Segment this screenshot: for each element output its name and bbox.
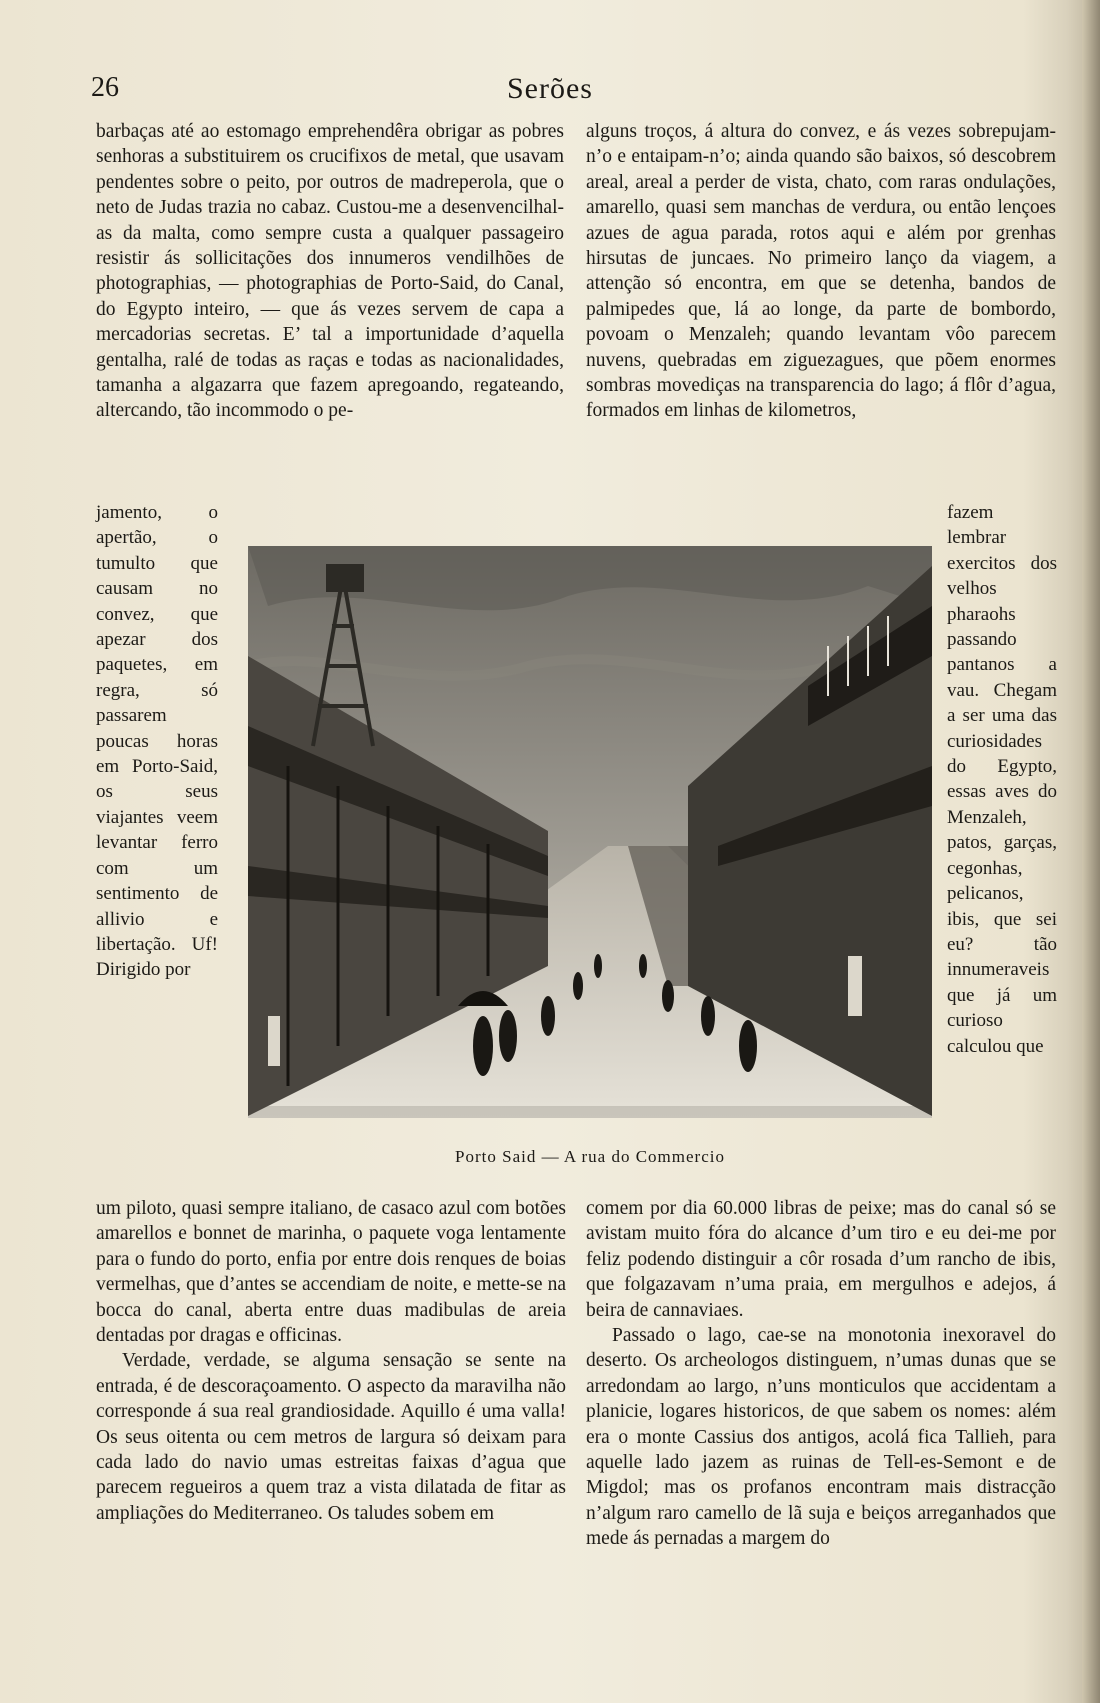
left-column-top — [96, 119, 564, 424]
right-column-wrap — [947, 500, 1057, 1059]
paragraph: barbaças até ao estomago emprehendêra obrigar as pobres senhoras a substituirem os crucifixos de metal, que usavam pendentes sobre o peito, por outros de madreperola, que o neto de Judas trazia no cabaz. Custou-me a desenvencilhal-as da malta, como sempre custa a qualquer passageiro resistir ás sollicitações dos innumeros vendilhões de photographias, — photographias de Porto-Said, do Canal, do Egypto inteiro, — que ás vezes servem de capa a mercadorias secretas. E’ tal a importunidade d’aquella gentalha, ralé de todas as raças e todas as nacionalidades, tamanha a algazarra que fazem apregoando, regateando, altercando, tão incommodo o pe- — [96, 121, 564, 422]
right-column-bottom — [586, 1196, 1056, 1552]
paragraph: Verdade, verdade, se alguma sensação se sente na entrada, é de descoraçoamento. O aspecto da maravilha não corresponde á sua real grandiosidade. Aquillo é uma valla! Os seus oitenta ou cem metros de largura só deixam para cada lado do navio umas estreitas faixas d’agua que parecem regueiros a quem traz a vista dilatada de fitar as ampliações do Mediterraneo. Os taludes sobem em — [96, 1350, 566, 1524]
paragraph: comem por dia 60.000 libras de peixe; mas do canal só se avistam muito fóra do alcance d’um tiro e eu dei-me por feliz podendo distinguir a côr rosada d’um rancho de ibis, que folgazavam n’uma praia, em mergulhos e adejos, á beira de cannaviaes. — [586, 1198, 1056, 1321]
page-number: 26 — [91, 72, 119, 103]
paragraph: alguns troços, á altura do convez, e ás vezes sobrepujam-n’o e entaipam-n’o; ainda quando são baixos, só descobrem areal, areal a perder de vista, chato, com raras ondulações, amarello, quasi sem manchas de verdura, ou então lençoes azues de agua parada, rotos aqui e além por grenhas hirsutas de juncaes. No primeiro lanço da viagem, a attenção só encontra, em que se detenha, bandos de palmipedes que, lá ao longe, da parte de bombordo, povoam o Menzaleh; quando levantam vôo parecem nuvens, quebradas em ziguezagues, que põem enormes sombras movediças na transparencia do lago; á flôr d’agua, formados em linhas de kilometros, — [586, 121, 1056, 422]
figure-caption: Porto Said — A rua do Commercio — [455, 1147, 725, 1166]
right-column-top — [586, 119, 1056, 424]
page-header — [0, 72, 1100, 112]
paragraph: fazem lembrar exercitos dos velhos pharaohs passando pantanos a vau. Chegam a ser uma das curiosidades do Egypto, essas aves do Menzaleh, patos, garças, cegonhas, pelicanos, ibis, que sei eu? tão innumeraveis que já um curioso calculou que — [947, 502, 1057, 1057]
left-column-wrap — [96, 500, 218, 983]
journal-title: Serões — [507, 72, 593, 105]
paragraph: um piloto, quasi sempre italiano, de casaco azul com botões amarellos e bonnet de marinha, o paquete voga lentamente para o fundo do porto, enfia por entre dois renques de boias vermelhas, que d’antes se accendiam de noite, e mette-se na bocca do canal, aberta entre duas madibulas de areia dentadas por dragas e officinas. — [96, 1198, 566, 1347]
street-engraving-picture — [248, 546, 932, 1118]
left-column-bottom — [96, 1196, 566, 1526]
paragraph: Passado o lago, cae-se na monotonia inexoravel do deserto. Os archeologos distinguem, n’umas dunas que se arredondam ao largo, n’uns monticulos que accidentam a planicie, logares historicos, de que sabem os nomes: além era o monte Cassius dos antigos, acolá fica Tallieh, para aquelle lado jazem as ruinas de Tell-es-Semont e de Migdol; mas os profanos encontram mais distracção n’algum raro camello de lã suja e beiços arreganhados que mede ás pernadas a margem do — [586, 1325, 1056, 1550]
paragraph: jamento, o apertão, o tumulto que causam no convez, que apezar dos paquetes, em regra, só passarem poucas horas em Porto-Said, os seus viajantes veem levantar ferro com um sentimento de allivio e libertação. Uf! Dirigido por — [96, 502, 218, 981]
street-engraving — [248, 546, 932, 1118]
book-spine-shadow — [1082, 0, 1100, 1703]
